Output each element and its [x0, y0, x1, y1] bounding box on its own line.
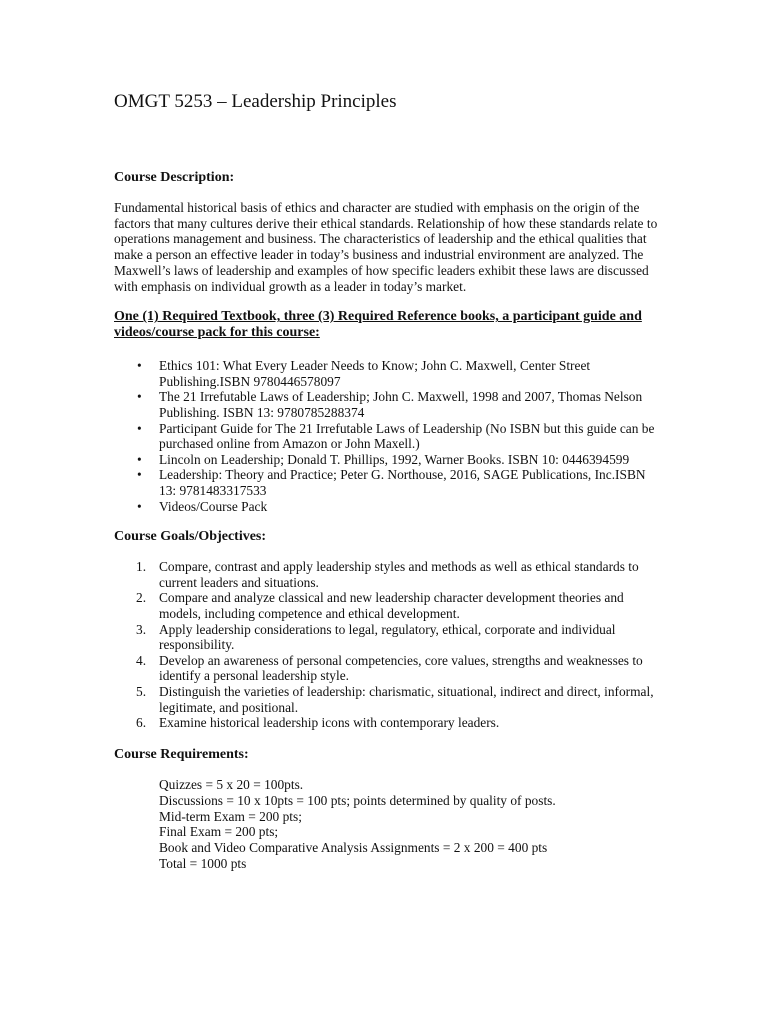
- requirement-line: Final Exam = 200 pts;: [159, 824, 279, 840]
- list-item: [114, 452, 659, 468]
- goal-text: Apply leadership considerations to legal, regulatory, ethical, corporate and individual responsibility.: [159, 621, 616, 653]
- bullet-icon: •: [137, 467, 142, 483]
- list-item: [114, 421, 659, 452]
- bullet-icon: •: [137, 498, 142, 514]
- list-item: [114, 715, 659, 731]
- course-title: OMGT 5253 – Leadership Principles: [114, 91, 397, 112]
- list-item: [114, 622, 659, 653]
- list-item: [114, 358, 659, 389]
- goal-number: 4.: [136, 652, 147, 668]
- list-item: [114, 499, 659, 515]
- required-materials-list: [114, 358, 659, 514]
- goal-text: Examine historical leadership icons with contemporary leaders.: [159, 715, 500, 731]
- course-description-heading: Course Description:: [114, 170, 235, 185]
- material-item-text: Leadership: Theory and Practice; Peter G. Northouse, 2016, SAGE Publications, Inc.ISBN 13: 9781483317533: [159, 467, 646, 498]
- goal-number: 1.: [136, 559, 147, 575]
- requirement-line: Book and Video Comparative Analysis Assignments = 2 x 200 = 400 pts: [159, 840, 548, 856]
- material-item-text: Videos/Course Pack: [159, 498, 268, 514]
- list-item: [114, 653, 659, 684]
- goal-number: 2.: [136, 590, 147, 606]
- bullet-icon: •: [137, 358, 142, 374]
- goal-number: 5.: [136, 683, 147, 699]
- course-goals-list: [114, 559, 659, 731]
- required-materials-heading: One (1) Required Textbook, three (3) Required Reference books, a participant guide and videos/course pack for this course:: [114, 309, 642, 341]
- material-item-text: Participant Guide for The 21 Irrefutable Laws of Leadership (No ISBN but this guide can be purchased online from Amazon or John Maxell.): [159, 420, 655, 452]
- goal-number: 6.: [136, 715, 147, 731]
- goal-text: Compare and analyze classical and new leadership character development theories and models, including competence and ethical development.: [159, 590, 624, 621]
- goal-text: Compare, contrast and apply leadership styles and methods as well as ethical standards to current leaders and situations.: [159, 559, 639, 590]
- material-item-text: Ethics 101: What Every Leader Needs to Know; John C. Maxwell, Center Street Publishing.ISBN 9780446578097: [159, 358, 591, 389]
- bullet-icon: •: [137, 451, 142, 467]
- goal-text: Distinguish the varieties of leadership: charismatic, situational, indirect and direct, informal, legitimate, and positional.: [159, 683, 654, 715]
- requirement-line: Discussions = 10 x 10pts = 100 pts; points determined by quality of posts.: [159, 792, 556, 808]
- requirement-total: Total = 1000 pts: [159, 856, 247, 872]
- course-requirements-heading: Course Requirements:: [114, 746, 249, 762]
- document-page: [114, 90, 659, 872]
- goal-text: Develop an awareness of personal competencies, core values, strengths and weaknesses to identify a personal leadership style.: [159, 652, 643, 684]
- bullet-icon: •: [137, 420, 142, 436]
- course-requirements-list: [114, 777, 659, 872]
- list-item: [114, 389, 659, 420]
- list-item: [114, 684, 659, 715]
- material-item-text: The 21 Irrefutable Laws of Leadership; John C. Maxwell, 1998 and 2007, Thomas Nelson Publishing. ISBN 13: 9780785288374: [159, 389, 643, 420]
- course-description-text: Fundamental historical basis of ethics and character are studied with emphasis on the origin of the factors that many cultures derive their ethical standards. Relationship of how these standards relate to operations management and business. The characteristics of leadership and the ethical qualities that make a person an effective leader in today’s business and industrial environment are analyzed. The Maxwell’s laws of leadership and examples of how specific leaders exhibit these laws are discussed with emphasis on individual growth as a leader in today’s market.: [114, 200, 658, 294]
- bullet-icon: •: [137, 389, 142, 405]
- material-item-text: Lincoln on Leadership; Donald T. Phillips, 1992, Warner Books. ISBN 10: 0446394599: [159, 451, 630, 467]
- list-item: [114, 590, 659, 621]
- requirement-line: Mid-term Exam = 200 pts;: [159, 808, 302, 824]
- goal-number: 3.: [136, 621, 147, 637]
- list-item: [114, 559, 659, 590]
- list-item: [114, 467, 659, 498]
- requirement-line: Quizzes = 5 x 20 = 100pts.: [159, 776, 304, 792]
- course-goals-heading: Course Goals/Objectives:: [114, 529, 267, 545]
